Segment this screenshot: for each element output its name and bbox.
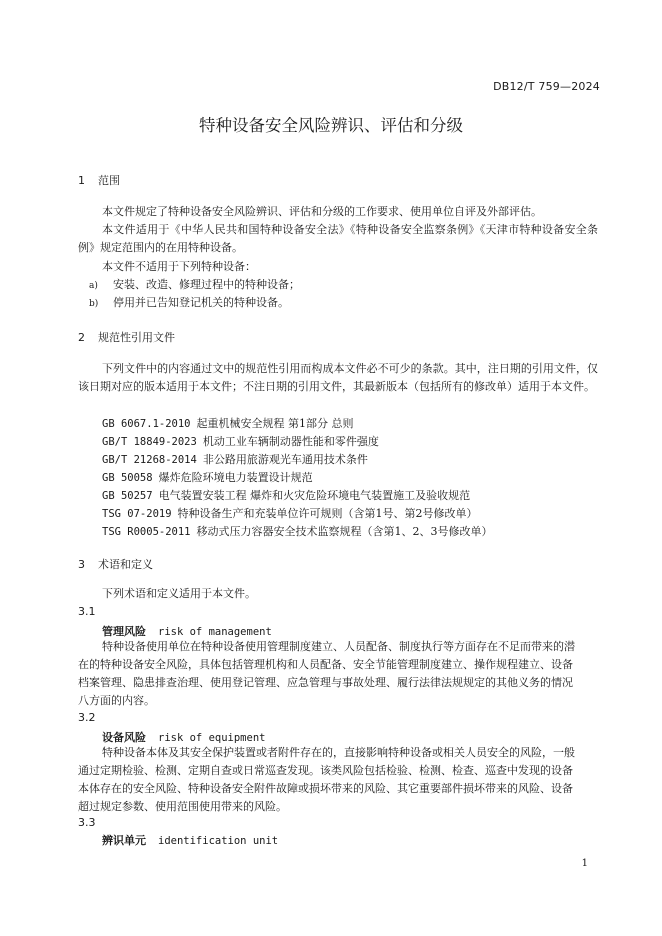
definition-line: 通过定期检验、检测、定期自查或日常巡查发现。该类风险包括检验、检测、检查、巡查中发现的设备 (78, 764, 573, 777)
reference-item (102, 415, 354, 431)
list-marker: a) (89, 281, 98, 291)
section-title: 范围 (98, 174, 120, 187)
reference-item (102, 469, 313, 485)
reference-title: 非公路用旅游观光车通用技术条件 (202, 453, 368, 466)
page-number: 1 (581, 858, 588, 869)
section-title: 规范性引用文件 (98, 331, 175, 344)
section-number: 2 (78, 331, 85, 344)
term-number: 3.1 (78, 605, 96, 618)
reference-item (102, 487, 470, 503)
section-heading-2 (78, 329, 175, 345)
definition-line: 超过规定参数、使用范围使用带来的风险。 (78, 800, 287, 813)
term-english: risk of equipment (158, 732, 266, 744)
reference-code: GB 50257 (102, 490, 153, 502)
term-english: risk of management (158, 626, 272, 638)
section-number: 1 (78, 174, 85, 187)
reference-code: GB/T 18849-2023 (102, 436, 197, 448)
paragraph: 本文件不适用于下列特种设备： (102, 260, 256, 273)
list-item (89, 294, 289, 310)
reference-code: GB/T 21268-2014 (102, 454, 197, 466)
reference-code: TSG 07-2019 (102, 508, 172, 520)
definition-line: 特种设备使用单位在特种设备使用管理制度建立、人员配备、制度执行等方面存在不足而带来的潜 (102, 640, 575, 653)
section-number: 3 (78, 558, 85, 571)
reference-item (102, 451, 368, 467)
reference-title: 电气装置安装工程 爆炸和火灾危险环境电气装置施工及验收规范 (158, 489, 471, 502)
term-heading (102, 623, 272, 639)
document-number: DB12/T 759—2024 (493, 80, 600, 93)
reference-title: 机动工业车辆制动器性能和零件强度 (202, 435, 379, 448)
reference-title: 爆炸危险环境电力装置设计规范 (158, 471, 313, 484)
definition-line: 八方面的内容。 (78, 694, 155, 707)
reference-code: TSG R0005-2011 (102, 526, 191, 538)
list-item-text: 停用并已告知登记机关的特种设备。 (113, 296, 289, 309)
section-heading-1 (78, 172, 120, 188)
definition-line: 在的特种设备安全风险，具体包括管理机构和人员配备、安全节能管理制度建立、操作规程建立、设备 (78, 658, 573, 671)
definition-line: 本体存在的安全风险、特种设备安全附件故障或损坏带来的风险、其它重要部件损坏带来的风险、设备 (78, 782, 573, 795)
reference-title: 特种设备生产和充装单位许可规则（含第1号、第2号修改单） (177, 507, 478, 520)
term-chinese: 辨识单元 (102, 834, 146, 847)
term-english: identification unit (158, 835, 279, 847)
list-item-text: 安装、改造、修理过程中的特种设备； (113, 278, 300, 291)
term-chinese: 设备风险 (102, 731, 146, 744)
paragraph: 下列术语和定义适用于本文件。 (102, 587, 256, 600)
paragraph: 本文件规定了特种设备安全风险辨识、评估和分级的工作要求、使用单位自评及外部评估。 (102, 205, 542, 218)
reference-title: 移动式压力容器安全技术监察规程（含第1、2、3号修改单） (196, 525, 493, 538)
reference-code: GB 50058 (102, 472, 153, 484)
section-heading-3 (78, 556, 153, 572)
definition-line: 档案管理、隐患排查治理、使用登记管理、应急管理与事故处理、履行法律法规规定的其他义务的情况 (78, 676, 573, 689)
paragraph: 下列文件中的内容通过文中的规范性引用而构成本文件必不可少的条款。其中，注日期的引用文件，仅该日期对应的版本适用于本文件；不注日期的引用文件，其最新版本（包括所有的修改单）适用于本文件。 (78, 362, 598, 394)
section-title: 术语和定义 (98, 558, 153, 571)
term-number: 3.3 (78, 816, 96, 829)
reference-item (102, 523, 493, 539)
reference-title: 起重机械安全规程 第1部分 总则 (196, 417, 354, 430)
page-title: 特种设备安全风险辨识、评估和分级 (199, 116, 463, 135)
list-marker: b) (89, 299, 99, 309)
term-heading (102, 832, 278, 848)
reference-item (102, 505, 478, 521)
reference-code: GB 6067.1-2010 (102, 418, 191, 430)
definition-line: 特种设备本体及其安全保护装置或者附件存在的，直接影响特种设备或相关人员安全的风险，一般 (102, 746, 575, 759)
list-item (89, 276, 300, 292)
paragraph: 本文件适用于《中华人民共和国特种设备安全法》《特种设备安全监察条例》《天津市特种设备安全条例》规定范围内的在用特种设备。 (78, 223, 598, 255)
term-number: 3.2 (78, 711, 96, 724)
term-heading (102, 729, 265, 745)
term-chinese: 管理风险 (102, 625, 146, 638)
reference-item (102, 433, 379, 449)
